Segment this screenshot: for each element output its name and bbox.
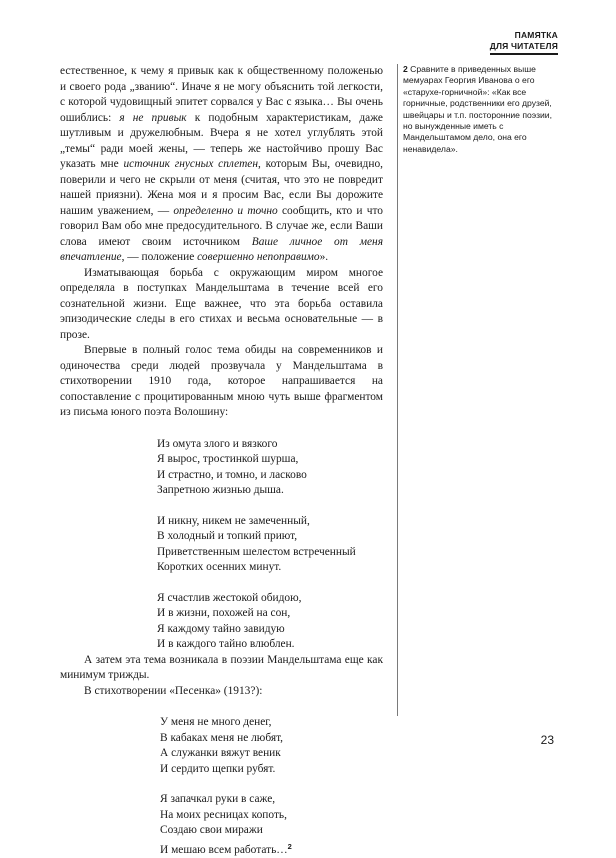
verse-line: Из омута злого и вязкого xyxy=(157,437,383,453)
stanza xyxy=(157,437,383,499)
text-run: , — положение xyxy=(122,251,198,263)
stanza xyxy=(157,514,383,576)
verse-line: Я вырос, тростинкой шурша, xyxy=(157,452,383,468)
verse-line: Создаю свои миражи xyxy=(160,823,383,839)
running-header-line2: ДЛЯ ЧИТАТЕЛЯ xyxy=(490,41,558,52)
sidenote-number: 2 xyxy=(403,64,408,74)
text-run: естественное, к чему я привык как к общественному положенью и своего рода „званию“. Иначе я не могу объяснить той легкости, с которой чудовищный эпитет сорвался у Вас с языка… Вы очень ошиблись: xyxy=(60,65,383,124)
verse-line: И никну, никем не замеченный, xyxy=(157,514,383,530)
verse-line: Коротких осенних минут. xyxy=(157,560,383,576)
paragraph: В стихотворении «Песенка» (1913?): xyxy=(60,684,383,700)
verse-line: В кабаках меня не любят, xyxy=(160,731,383,747)
verse-line: У меня не много денег, xyxy=(160,715,383,731)
text-run: сообщить, кто и что говорил Вам обо мне предосудительного. В случае же, если Ваши слова имеют своим источником xyxy=(60,205,383,248)
verse-line: Я каждому тайно завидую xyxy=(157,622,383,638)
verse-line: На моих ресницах копоть, xyxy=(160,808,383,824)
verse-line-text: И мешаю всем работать… xyxy=(160,844,288,856)
paragraph: Изматывающая борьба с окружающим миром многое определяла в поступках Мандельштама в течение всей его сознательной жизни. Еще важнее, что эта борьба оставила эпизодические следы в его стихах и весьма основательные — в прозе. xyxy=(60,266,383,344)
verse-line: И в каждого тайно влюблен. xyxy=(157,637,383,653)
paragraph: А затем эта тема возникала в поэзии Мандельштама еще как минимум трижды. xyxy=(60,653,383,684)
poem-1910 xyxy=(157,437,383,653)
main-text-column xyxy=(60,64,383,858)
header-rule xyxy=(490,53,558,55)
verse-line-last xyxy=(160,839,383,858)
italic-run: совершенно непоправимо xyxy=(197,251,319,263)
verse-line: А служанки вяжут веник xyxy=(160,746,383,762)
verse-line: В холодный и топкий приют, xyxy=(157,529,383,545)
stanza xyxy=(160,715,383,777)
verse-line: И сердито щепки рубят. xyxy=(160,762,383,778)
verse-line: Я счастлив жестокой обидою, xyxy=(157,591,383,607)
paragraph-letter-quote xyxy=(60,64,383,266)
text-run: к подобным характеристикам, даже шутливым и дружелюбным. Вчера я не хотел углублять этой „темы“ ради моей жены, — теперь же настойчиво прошу Вас указать мне xyxy=(60,112,383,171)
footnote-ref[interactable]: 2 xyxy=(288,842,292,851)
column-divider xyxy=(397,64,398,716)
italic-run: Ваше личное от меня впечатление xyxy=(60,236,383,264)
verse-line: Запретною жизнью дыша. xyxy=(157,483,383,499)
italic-run: определенно и точно xyxy=(173,205,277,217)
italic-run: источник гнусных сплетен xyxy=(123,158,258,170)
verse-line: Приветственным шелестом встреченный xyxy=(157,545,383,561)
sidenote-2 xyxy=(403,64,563,155)
running-header-line1: ПАМЯТКА xyxy=(490,30,558,41)
paragraph: Впервые в полный голос тема обиды на современников и одиночества среди людей прозвучала у Мандельштама в стихотворении 1910 года, которое напрашивается на сопоставление с процитированным мною чуть выше фрагментом из письма юного поэта Волошину: xyxy=(60,343,383,421)
verse-line: И страстно, и томно, и ласково xyxy=(157,468,383,484)
sidenote-text: Сравните в приведенных выше мемуарах Георгия Иванова о его «старухе-горничной»: «Как все горничные, родственники его друзей, швейцары и т.п. посторонние поэзии, но вынужденные иметь с Мандельштамом дело, она его ненавидела». xyxy=(403,64,552,154)
stanza xyxy=(157,591,383,653)
stanza xyxy=(160,792,383,858)
text-run: , которым Вы, очевидно, поверили и чего не скрыли от меня (считая, что это не повредит нашей приязни). Жена моя и я просим Вас, если Вы дорожите нашим уважением, — xyxy=(60,158,383,217)
running-header xyxy=(490,30,558,52)
text-run: ». xyxy=(320,251,329,263)
italic-run: я не привык xyxy=(119,112,186,124)
verse-line: И в жизни, похожей на сон, xyxy=(157,606,383,622)
poem-pesenka xyxy=(160,715,383,858)
page-number: 23 xyxy=(541,733,554,747)
verse-line: Я запачкал руки в саже, xyxy=(160,792,383,808)
